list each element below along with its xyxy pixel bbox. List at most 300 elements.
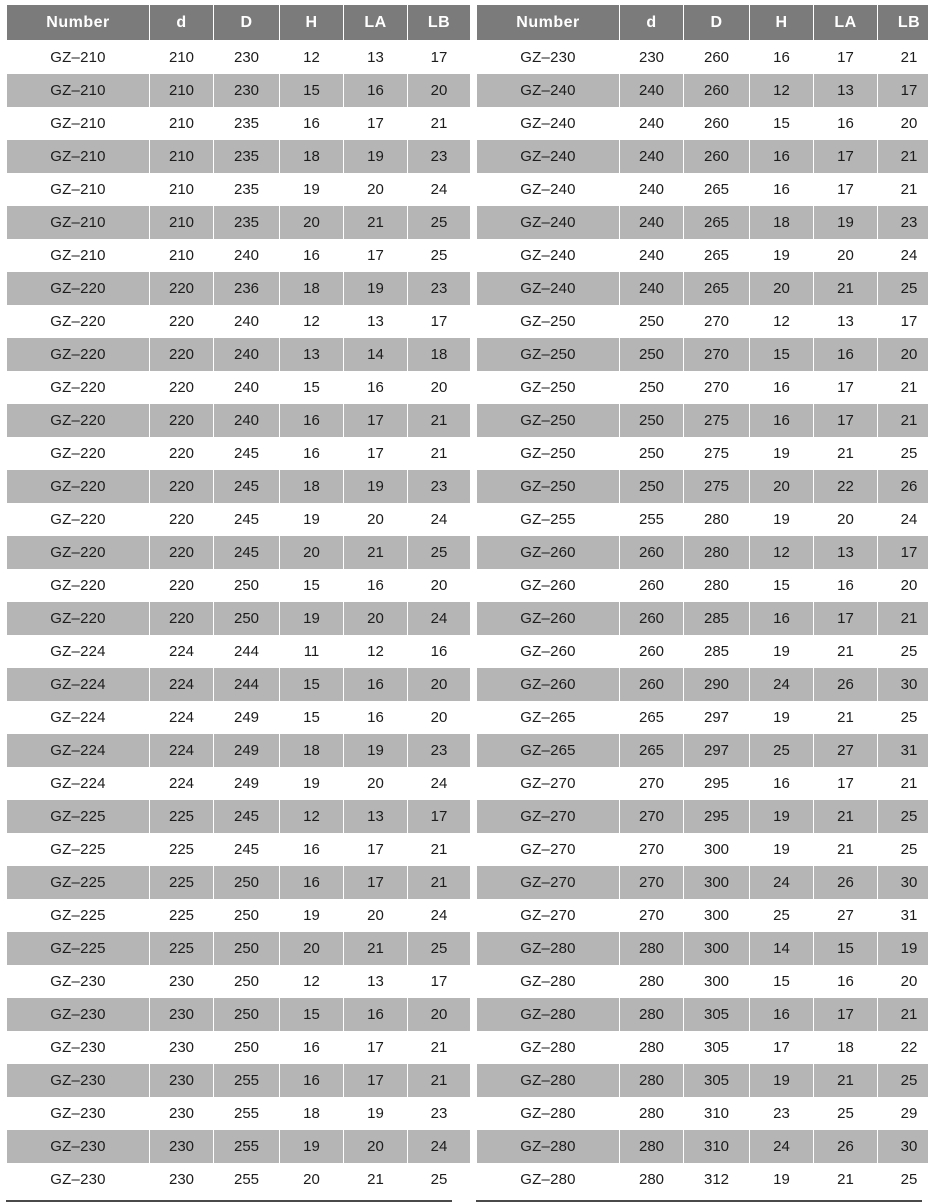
table-row xyxy=(477,305,928,338)
table-row xyxy=(7,602,471,635)
cell-H: 18 xyxy=(280,140,344,173)
cell-number: GZ–250 xyxy=(477,338,620,371)
cell-number: GZ–270 xyxy=(477,767,620,800)
cell-H: 16 xyxy=(280,239,344,272)
cell-LB: 29 xyxy=(878,1097,928,1130)
cell-number: GZ–250 xyxy=(477,437,620,470)
cell-d: 220 xyxy=(150,371,214,404)
cell-D: 245 xyxy=(214,833,280,866)
table-row xyxy=(7,536,471,569)
table-row xyxy=(7,1031,471,1064)
cell-H: 15 xyxy=(750,965,814,998)
cell-D: 245 xyxy=(214,470,280,503)
cell-D: 245 xyxy=(214,437,280,470)
cell-d: 260 xyxy=(620,569,684,602)
cell-H: 24 xyxy=(750,866,814,899)
cell-number: GZ–230 xyxy=(7,1097,150,1130)
cell-LB: 25 xyxy=(408,239,471,272)
cell-D: 255 xyxy=(214,1130,280,1163)
cell-LA: 21 xyxy=(814,437,878,470)
cell-LB: 21 xyxy=(878,767,928,800)
cell-D: 290 xyxy=(684,668,750,701)
cell-D: 250 xyxy=(214,1031,280,1064)
cell-D: 230 xyxy=(214,41,280,75)
cell-number: GZ–224 xyxy=(7,734,150,767)
cell-number: GZ–255 xyxy=(477,503,620,536)
column-header-number: Number xyxy=(7,5,150,41)
table-row xyxy=(7,338,471,371)
cell-H: 19 xyxy=(280,503,344,536)
column-header-D: D xyxy=(684,5,750,41)
cell-LA: 17 xyxy=(814,41,878,75)
cell-D: 265 xyxy=(684,206,750,239)
table-row xyxy=(7,1064,471,1097)
cell-H: 19 xyxy=(750,437,814,470)
table-row xyxy=(7,41,471,75)
cell-number: GZ–230 xyxy=(7,998,150,1031)
table-row xyxy=(7,140,471,173)
cell-H: 12 xyxy=(750,305,814,338)
cell-d: 224 xyxy=(150,767,214,800)
cell-d: 230 xyxy=(150,1064,214,1097)
cell-LB: 30 xyxy=(878,866,928,899)
cell-number: GZ–260 xyxy=(477,569,620,602)
cell-LA: 17 xyxy=(344,239,408,272)
cell-LA: 27 xyxy=(814,899,878,932)
table-header-right xyxy=(477,5,928,41)
table-row xyxy=(477,503,928,536)
cell-LA: 16 xyxy=(814,338,878,371)
cell-H: 20 xyxy=(280,536,344,569)
cell-H: 19 xyxy=(750,1163,814,1196)
cell-D: 249 xyxy=(214,734,280,767)
cell-D: 300 xyxy=(684,932,750,965)
table-row xyxy=(7,371,471,404)
cell-LB: 21 xyxy=(408,404,471,437)
table-row xyxy=(7,701,471,734)
cell-D: 250 xyxy=(214,866,280,899)
cell-LA: 22 xyxy=(814,470,878,503)
cell-LA: 19 xyxy=(344,1097,408,1130)
cell-number: GZ–260 xyxy=(477,635,620,668)
cell-LA: 16 xyxy=(344,701,408,734)
cell-H: 16 xyxy=(280,866,344,899)
cell-LA: 19 xyxy=(814,206,878,239)
cell-d: 220 xyxy=(150,503,214,536)
cell-D: 300 xyxy=(684,866,750,899)
cell-d: 225 xyxy=(150,866,214,899)
cell-H: 19 xyxy=(280,173,344,206)
cell-LB: 21 xyxy=(408,866,471,899)
table-row xyxy=(7,239,471,272)
cell-number: GZ–250 xyxy=(477,371,620,404)
cell-D: 265 xyxy=(684,173,750,206)
cell-H: 12 xyxy=(280,41,344,75)
table-row xyxy=(477,569,928,602)
table-row xyxy=(7,206,471,239)
cell-number: GZ–280 xyxy=(477,1031,620,1064)
cell-H: 18 xyxy=(280,272,344,305)
cell-LA: 17 xyxy=(814,767,878,800)
column-header-LB: LB xyxy=(408,5,471,41)
cell-number: GZ–225 xyxy=(7,833,150,866)
cell-d: 220 xyxy=(150,569,214,602)
cell-number: GZ–210 xyxy=(7,239,150,272)
cell-LA: 19 xyxy=(344,272,408,305)
cell-LA: 15 xyxy=(814,932,878,965)
cell-H: 19 xyxy=(750,833,814,866)
table-row xyxy=(477,899,928,932)
cell-number: GZ–220 xyxy=(7,569,150,602)
cell-D: 235 xyxy=(214,107,280,140)
cell-H: 20 xyxy=(750,272,814,305)
cell-d: 230 xyxy=(150,1097,214,1130)
table-row xyxy=(477,1097,928,1130)
table-row xyxy=(477,437,928,470)
cell-LA: 20 xyxy=(344,503,408,536)
cell-H: 18 xyxy=(280,470,344,503)
cell-H: 19 xyxy=(750,635,814,668)
table-row xyxy=(477,173,928,206)
cell-d: 210 xyxy=(150,140,214,173)
cell-LB: 21 xyxy=(878,998,928,1031)
cell-LB: 25 xyxy=(408,1163,471,1196)
table-row xyxy=(7,272,471,305)
cell-LB: 20 xyxy=(878,338,928,371)
cell-D: 260 xyxy=(684,140,750,173)
cell-d: 210 xyxy=(150,107,214,140)
cell-LA: 20 xyxy=(344,899,408,932)
cell-number: GZ–250 xyxy=(477,305,620,338)
table-row xyxy=(477,965,928,998)
cell-LA: 17 xyxy=(814,602,878,635)
cell-LB: 31 xyxy=(878,899,928,932)
table-row xyxy=(477,602,928,635)
cell-H: 20 xyxy=(750,470,814,503)
cell-D: 270 xyxy=(684,338,750,371)
cell-H: 18 xyxy=(750,206,814,239)
cell-number: GZ–225 xyxy=(7,800,150,833)
table-row xyxy=(477,998,928,1031)
cell-d: 280 xyxy=(620,1031,684,1064)
cell-d: 250 xyxy=(620,404,684,437)
table-row xyxy=(477,932,928,965)
cell-d: 225 xyxy=(150,800,214,833)
cell-LB: 23 xyxy=(408,470,471,503)
cell-H: 12 xyxy=(280,965,344,998)
cell-d: 270 xyxy=(620,866,684,899)
cell-d: 240 xyxy=(620,140,684,173)
cell-LA: 14 xyxy=(344,338,408,371)
cell-number: GZ–280 xyxy=(477,1097,620,1130)
cell-LA: 17 xyxy=(814,140,878,173)
cell-number: GZ–280 xyxy=(477,1064,620,1097)
cell-number: GZ–220 xyxy=(7,470,150,503)
table-row xyxy=(477,41,928,75)
cell-H: 19 xyxy=(280,767,344,800)
cell-LA: 27 xyxy=(814,734,878,767)
cell-LA: 18 xyxy=(814,1031,878,1064)
cell-LA: 16 xyxy=(814,965,878,998)
cell-LA: 21 xyxy=(814,701,878,734)
column-header-LB: LB xyxy=(878,5,928,41)
cell-d: 265 xyxy=(620,734,684,767)
cell-LA: 16 xyxy=(344,74,408,107)
cell-LB: 17 xyxy=(878,305,928,338)
cell-D: 250 xyxy=(214,602,280,635)
cell-LB: 21 xyxy=(408,1064,471,1097)
cell-LB: 21 xyxy=(878,41,928,75)
cell-number: GZ–220 xyxy=(7,404,150,437)
cell-D: 300 xyxy=(684,899,750,932)
cell-H: 12 xyxy=(750,536,814,569)
cell-d: 210 xyxy=(150,239,214,272)
table-body-right xyxy=(477,41,928,1197)
cell-LA: 20 xyxy=(344,173,408,206)
cell-H: 14 xyxy=(750,932,814,965)
cell-D: 240 xyxy=(214,371,280,404)
cell-LB: 17 xyxy=(408,305,471,338)
table-row xyxy=(477,1130,928,1163)
cell-LA: 13 xyxy=(814,74,878,107)
table-row xyxy=(477,239,928,272)
cell-H: 16 xyxy=(750,602,814,635)
cell-H: 13 xyxy=(280,338,344,371)
cell-D: 270 xyxy=(684,305,750,338)
cell-LB: 23 xyxy=(408,734,471,767)
table-body-left xyxy=(7,41,471,1197)
cell-d: 270 xyxy=(620,767,684,800)
cell-d: 260 xyxy=(620,668,684,701)
cell-D: 235 xyxy=(214,173,280,206)
table-row xyxy=(477,1163,928,1196)
cell-D: 245 xyxy=(214,536,280,569)
cell-LA: 16 xyxy=(344,998,408,1031)
cell-H: 16 xyxy=(280,404,344,437)
cell-H: 25 xyxy=(750,734,814,767)
cell-LA: 17 xyxy=(814,998,878,1031)
cell-LA: 13 xyxy=(344,41,408,75)
cell-d: 230 xyxy=(150,998,214,1031)
cell-number: GZ–240 xyxy=(477,239,620,272)
cell-d: 260 xyxy=(620,635,684,668)
table-row xyxy=(7,1097,471,1130)
column-header-LA: LA xyxy=(344,5,408,41)
cell-number: GZ–265 xyxy=(477,734,620,767)
cell-LA: 13 xyxy=(814,305,878,338)
table-row xyxy=(7,404,471,437)
cell-H: 18 xyxy=(280,734,344,767)
cell-d: 230 xyxy=(150,1031,214,1064)
cell-d: 255 xyxy=(620,503,684,536)
column-header-d: d xyxy=(150,5,214,41)
cell-LA: 17 xyxy=(344,833,408,866)
cell-D: 280 xyxy=(684,503,750,536)
cell-number: GZ–230 xyxy=(7,1163,150,1196)
table-row xyxy=(7,635,471,668)
cell-LB: 21 xyxy=(408,833,471,866)
cell-LA: 21 xyxy=(344,932,408,965)
cell-LB: 25 xyxy=(878,701,928,734)
cell-LB: 23 xyxy=(408,1097,471,1130)
cell-H: 19 xyxy=(750,239,814,272)
cell-D: 280 xyxy=(684,536,750,569)
cell-LA: 21 xyxy=(814,635,878,668)
cell-number: GZ–260 xyxy=(477,536,620,569)
cell-H: 17 xyxy=(750,1031,814,1064)
table-row xyxy=(477,536,928,569)
cell-LA: 19 xyxy=(344,470,408,503)
cell-d: 280 xyxy=(620,1097,684,1130)
cell-d: 240 xyxy=(620,107,684,140)
cell-H: 15 xyxy=(750,569,814,602)
table-row xyxy=(477,767,928,800)
cell-D: 305 xyxy=(684,998,750,1031)
table-row xyxy=(7,800,471,833)
cell-number: GZ–210 xyxy=(7,140,150,173)
cell-H: 20 xyxy=(280,206,344,239)
right-table-block xyxy=(476,4,922,1160)
cell-D: 240 xyxy=(214,404,280,437)
table-row xyxy=(477,74,928,107)
cell-H: 15 xyxy=(280,74,344,107)
cell-D: 244 xyxy=(214,668,280,701)
cell-D: 249 xyxy=(214,767,280,800)
cell-D: 270 xyxy=(684,371,750,404)
cell-H: 16 xyxy=(280,833,344,866)
table-row xyxy=(7,74,471,107)
cell-LB: 24 xyxy=(408,503,471,536)
cell-LB: 21 xyxy=(878,404,928,437)
cell-number: GZ–220 xyxy=(7,437,150,470)
table-row xyxy=(7,1130,471,1163)
cell-number: GZ–270 xyxy=(477,833,620,866)
cell-LB: 24 xyxy=(408,899,471,932)
cell-d: 224 xyxy=(150,734,214,767)
cell-LA: 16 xyxy=(814,569,878,602)
cell-LB: 19 xyxy=(878,932,928,965)
cell-d: 260 xyxy=(620,536,684,569)
cell-LB: 31 xyxy=(878,734,928,767)
cell-LB: 20 xyxy=(408,701,471,734)
cell-D: 275 xyxy=(684,404,750,437)
cell-LA: 21 xyxy=(814,1163,878,1196)
cell-H: 19 xyxy=(280,899,344,932)
cell-D: 235 xyxy=(214,140,280,173)
cell-D: 236 xyxy=(214,272,280,305)
cell-LB: 25 xyxy=(878,635,928,668)
cell-D: 255 xyxy=(214,1064,280,1097)
cell-H: 15 xyxy=(280,668,344,701)
cell-LA: 17 xyxy=(344,437,408,470)
cell-D: 260 xyxy=(684,41,750,75)
cell-LB: 20 xyxy=(878,107,928,140)
table-row xyxy=(7,833,471,866)
header-row xyxy=(7,5,471,41)
cell-d: 220 xyxy=(150,272,214,305)
cell-number: GZ–220 xyxy=(7,305,150,338)
cell-LB: 21 xyxy=(878,140,928,173)
cell-D: 240 xyxy=(214,305,280,338)
cell-d: 260 xyxy=(620,602,684,635)
table-row xyxy=(7,173,471,206)
cell-d: 280 xyxy=(620,965,684,998)
cell-LA: 20 xyxy=(814,239,878,272)
table-row xyxy=(7,734,471,767)
cell-d: 224 xyxy=(150,701,214,734)
cell-H: 16 xyxy=(280,1064,344,1097)
cell-number: GZ–224 xyxy=(7,635,150,668)
cell-LA: 13 xyxy=(344,965,408,998)
cell-number: GZ–210 xyxy=(7,206,150,239)
cell-H: 19 xyxy=(750,503,814,536)
cell-LB: 18 xyxy=(408,338,471,371)
cell-d: 250 xyxy=(620,437,684,470)
cell-d: 280 xyxy=(620,932,684,965)
cell-LA: 17 xyxy=(344,866,408,899)
cell-LB: 24 xyxy=(408,173,471,206)
cell-H: 16 xyxy=(280,1031,344,1064)
cell-d: 220 xyxy=(150,404,214,437)
cell-d: 240 xyxy=(620,173,684,206)
cell-D: 275 xyxy=(684,437,750,470)
cell-LB: 21 xyxy=(878,173,928,206)
cell-LB: 16 xyxy=(408,635,471,668)
cell-D: 297 xyxy=(684,734,750,767)
table-row xyxy=(7,998,471,1031)
cell-d: 230 xyxy=(150,1130,214,1163)
cell-number: GZ–224 xyxy=(7,767,150,800)
cell-d: 240 xyxy=(620,272,684,305)
cell-d: 220 xyxy=(150,470,214,503)
table-row xyxy=(477,140,928,173)
cell-D: 250 xyxy=(214,998,280,1031)
cell-number: GZ–230 xyxy=(7,1130,150,1163)
cell-LB: 23 xyxy=(408,272,471,305)
cell-number: GZ–280 xyxy=(477,1163,620,1196)
table-row xyxy=(477,206,928,239)
cell-LA: 16 xyxy=(344,668,408,701)
cell-D: 305 xyxy=(684,1064,750,1097)
cell-H: 15 xyxy=(750,107,814,140)
cell-D: 265 xyxy=(684,239,750,272)
cell-d: 225 xyxy=(150,932,214,965)
cell-LB: 26 xyxy=(878,470,928,503)
cell-d: 210 xyxy=(150,173,214,206)
cell-LA: 17 xyxy=(814,173,878,206)
cell-LB: 20 xyxy=(408,74,471,107)
cell-LA: 16 xyxy=(344,371,408,404)
cell-H: 23 xyxy=(750,1097,814,1130)
cell-LA: 17 xyxy=(344,107,408,140)
cell-d: 220 xyxy=(150,305,214,338)
cell-H: 15 xyxy=(280,569,344,602)
table-row xyxy=(477,1064,928,1097)
cell-LB: 24 xyxy=(408,767,471,800)
cell-LB: 20 xyxy=(408,569,471,602)
cell-number: GZ–220 xyxy=(7,338,150,371)
cell-H: 16 xyxy=(750,140,814,173)
cell-H: 24 xyxy=(750,1130,814,1163)
cell-LA: 17 xyxy=(344,1064,408,1097)
table-row xyxy=(477,371,928,404)
cell-LB: 30 xyxy=(878,1130,928,1163)
cell-number: GZ–250 xyxy=(477,470,620,503)
cell-LB: 25 xyxy=(878,833,928,866)
cell-D: 295 xyxy=(684,767,750,800)
column-header-H: H xyxy=(750,5,814,41)
cell-D: 275 xyxy=(684,470,750,503)
